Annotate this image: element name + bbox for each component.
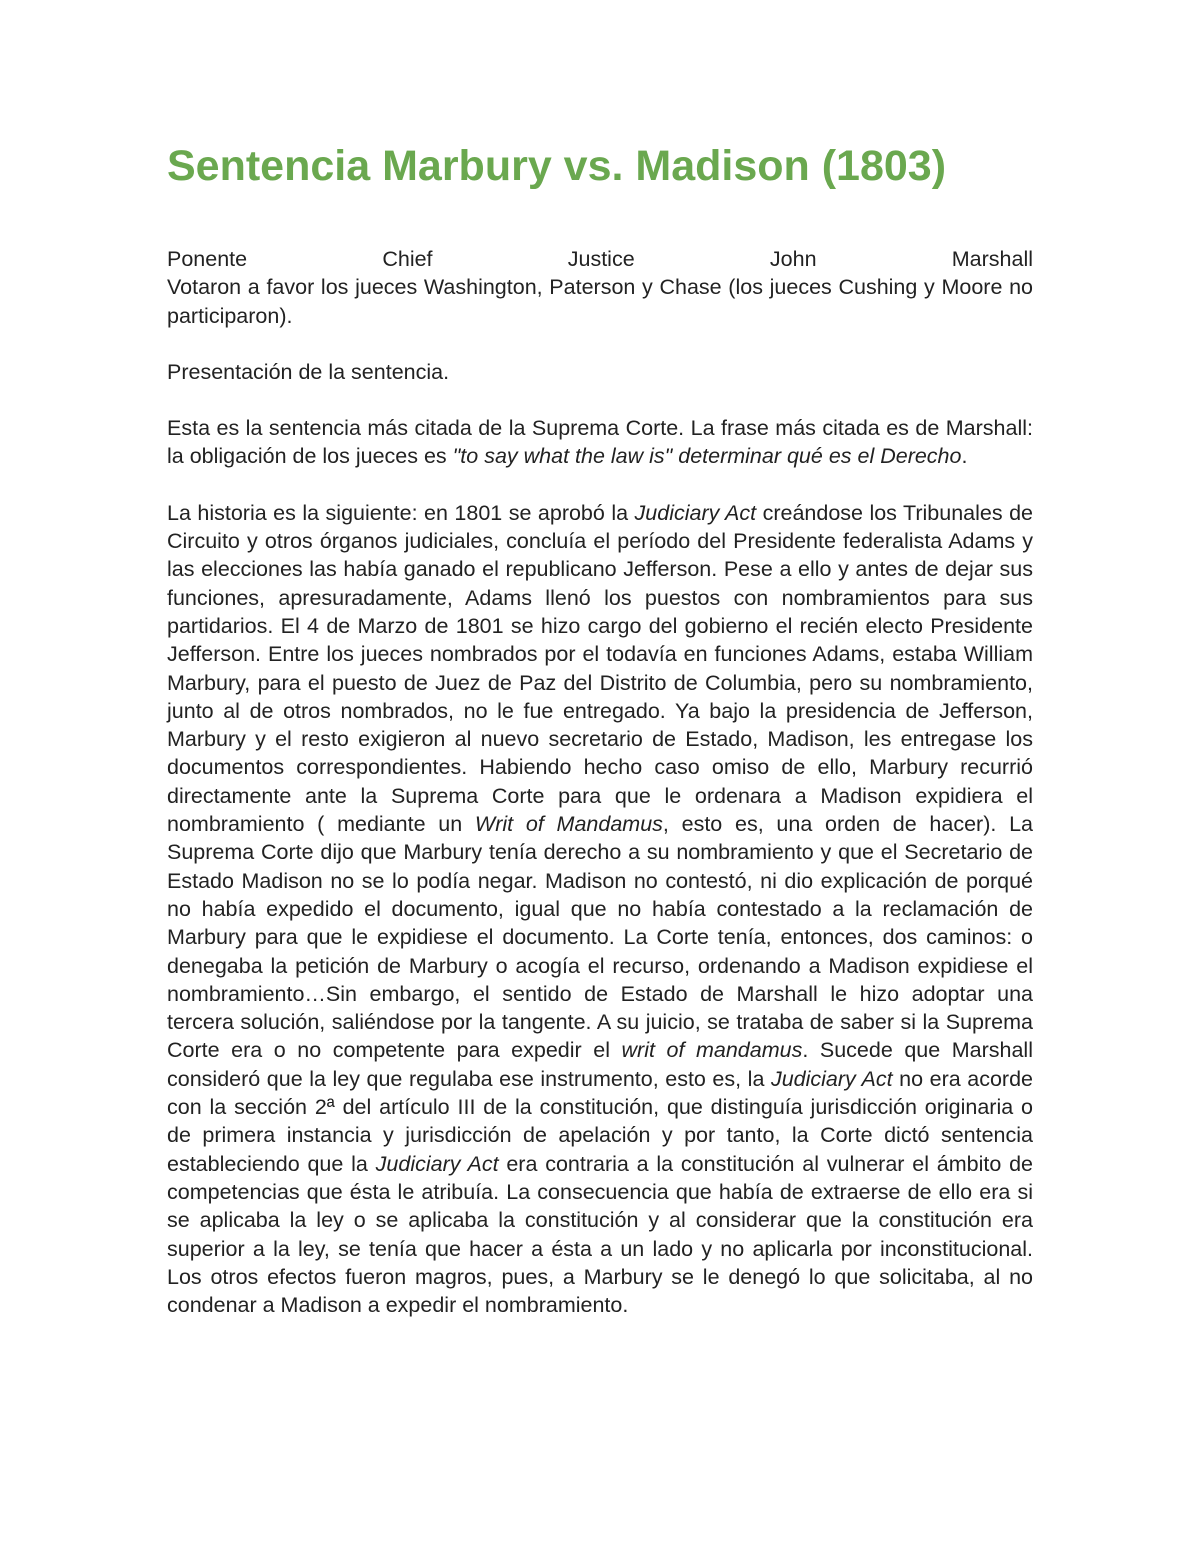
history-paragraph [167,499,1033,1320]
section-heading: Presentación de la sentencia. [167,359,450,384]
ponente-line: Ponente Chief Justice John Marshall [167,247,1033,271]
history-italic-judiciary-act-2: Judiciary Act [770,1066,893,1091]
history-text-4: . Sucede que Marshall consideró que la ley que regulaba ese instrumento, esto es, la [167,1038,1033,1091]
history-italic-judiciary-act-1: Judiciary Act [634,500,757,525]
document-page [167,138,1033,1319]
intro-end: . [961,444,968,469]
intro-quote: "to say what the law is" determinar qué es el Derecho [452,444,962,469]
history-text-5: no era acorde con la sección 2ª del artículo III de la constitución, que distinguía jurisdicción originaria o de primera instancia y jurisdicción de apelación y por tanto, la Corte dictó sentencia estableciendo que la [167,1066,1033,1176]
history-text-1: La historia es la siguiente: en 1801 se aprobó la [167,500,635,525]
history-italic-writ-1: Writ of Mandamus [474,812,663,837]
history-text-3: , esto es, una orden de hacer). La Suprema Corte dijo que Marbury tenía derecho a su nombramiento y que el Secretario de Estado Madison no se lo podía negar. Madison no contestó, ni dio explicación de porqué no había expedido el documento, igual que no había contestado a la reclamación de Marbury para que le expidiese el documento. La Corte tenía, entonces, dos caminos: o denegaba la petición de Marbury o acogía el recurso, ordenando a Madison expidiese el nombramiento…Sin embargo, el sentido de Estado de Marshall le hizo adoptar una tercera solución, saliéndose por la tangente. A su juicio, se trataba de saber si la Suprema Corte era o no competente para expedir el [167,812,1034,1063]
history-text-6: era contraria a la constitución al vulnerar el ámbito de competencias que ésta le atribuía. La consecuencia que había de extraerse de ello era si se aplicaba la ley o se aplicaba la constitución y al considerar que la constitución era superior a la ley, se tenía que hacer a ésta a un lado y no aplicarla por inconstitucional. Los otros efectos fueron magros, pues, a Marbury se le denegó lo que solicitaba, al no condenar a Madison a expedir el nombramiento. [167,1151,1033,1318]
intro-text: Esta es la sentencia más citada de la Suprema Corte. La frase más citada es de Marshall: la obligación de los jueces es [167,416,1033,469]
votaron-line: Votaron a favor los jueces Washington, Paterson y Chase (los jueces Cushing y Moore no participaron). [167,275,1033,328]
history-italic-writ-2: writ of mandamus [621,1038,803,1063]
history-italic-judiciary-act-3: Judiciary Act [375,1151,499,1176]
history-text-2: creándose los Tribunales de Circuito y otros órganos judiciales, concluía el período del Presidente federalista Adams y las elecciones las había ganado el republicano Jefferson. Pese a ello y antes de dejar sus funciones, apresuradamente, Adams llenó los puestos con nombramientos para sus partidarios. El 4 de Marzo de 1801 se hizo cargo del gobierno el recién electo Presidente Jefferson. Entre los jueces nombrados por el todavía en funciones Adams, estaba William Marbury, para el puesto de Juez de Paz del Distrito de Columbia, pero su nombramiento, junto al de otros nombrados, no le fue entregado. Ya bajo la presidencia de Jefferson, Marbury y el resto exigieron al nuevo secretario de Estado, Madison, les entregase los documentos correspondientes. Habiendo hecho caso omiso de ello, Marbury recurrió directamente ante la Suprema Corte para que le ordenara a Madison expidiera el nombramiento ( mediante un [167,500,1033,837]
intro-paragraph [167,414,1033,471]
document-title: Sentencia Marbury vs. Madison (1803) [167,142,947,190]
